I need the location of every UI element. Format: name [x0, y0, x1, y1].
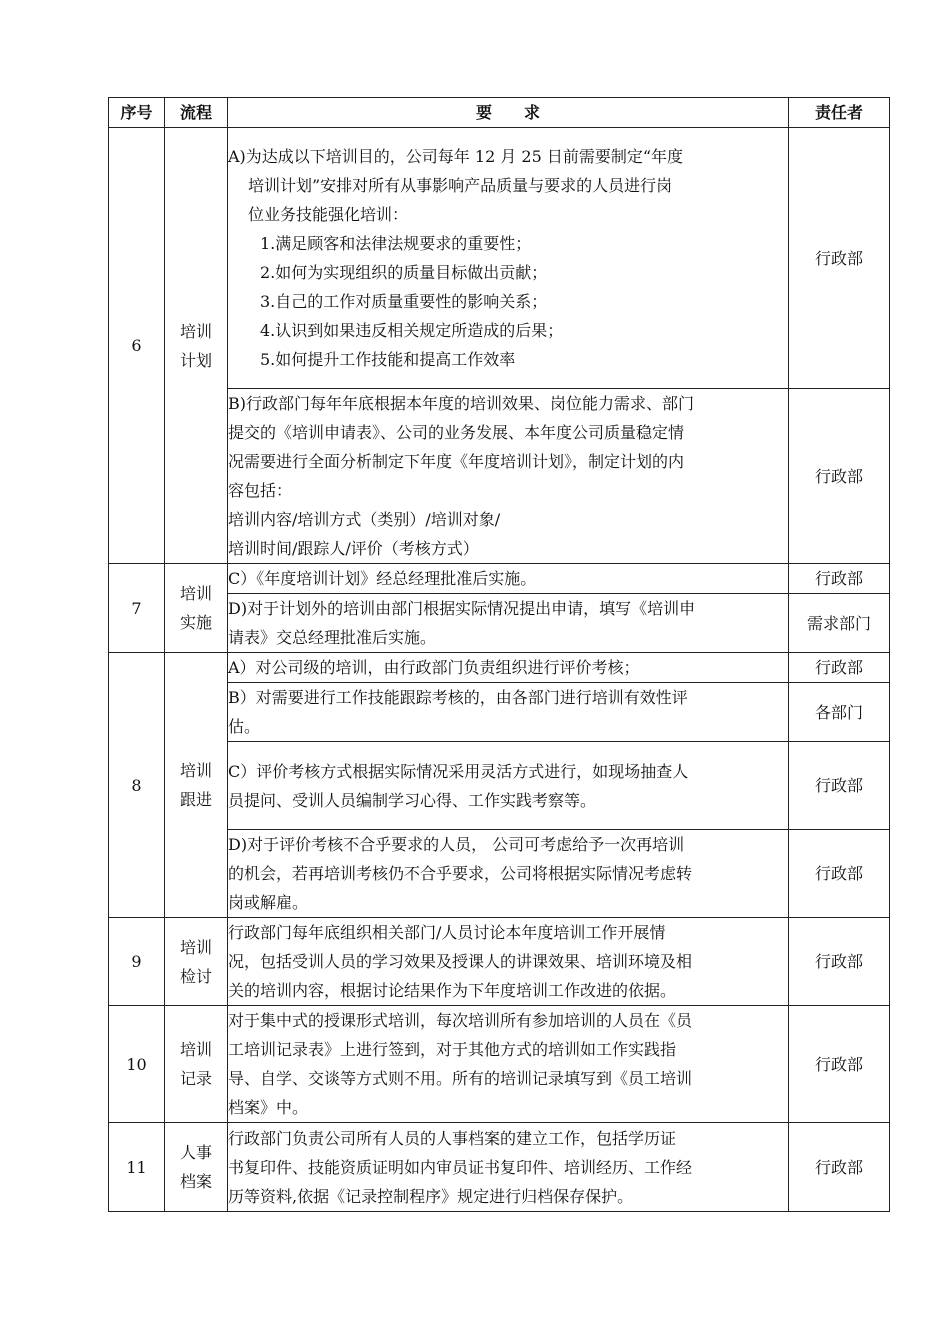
requirement-line: 关的培训内容，根据讨论结果作为下年度培训工作改进的依据。	[228, 981, 677, 1000]
requirement-line: D)对于计划外的培训由部门根据实际情况提出申请，填写《培训申	[228, 599, 696, 618]
flow-label: 跟进	[179, 790, 212, 809]
row-number: 7	[109, 564, 165, 653]
header-row	[109, 98, 890, 128]
requirement-line: 培训计划”安排对所有从事影响产品质量与要求的人员进行岗	[248, 176, 673, 195]
requirement-line: 位业务技能强化培训：	[248, 205, 409, 224]
responsible-cell: 行政部	[789, 830, 890, 918]
responsible-cell: 行政部	[789, 1006, 890, 1123]
flow-label: 培训	[179, 321, 212, 341]
row-number: 6	[109, 128, 165, 564]
responsible-cell: 需求部门	[789, 594, 890, 653]
requirement-line: 岗或解雇。	[228, 893, 309, 912]
row-number: 10	[109, 1006, 165, 1123]
requirement-line: B)行政部门每年年底根据本年度的培训效果、岗位能力需求、部门	[228, 394, 695, 413]
requirement-line: 培训时间/跟踪人/评价（考核方式）	[228, 539, 479, 558]
responsible-cell: 行政部	[789, 128, 890, 389]
header-flow: 流程	[165, 98, 228, 128]
responsible-cell: 行政部	[789, 1123, 890, 1212]
header-responsible: 责任者	[789, 98, 890, 128]
flow-label: 记录	[179, 1069, 212, 1088]
requirement-line: 3.自己的工作对质量重要性的影响关系；	[260, 292, 548, 311]
responsible-cell: 行政部	[789, 742, 890, 830]
requirement-line: 容包括：	[228, 481, 293, 500]
flow-label: 培训	[179, 937, 212, 957]
table-row	[109, 128, 890, 389]
requirement-cell	[228, 389, 789, 564]
flow-label: 培训	[179, 1040, 212, 1059]
table-row	[109, 918, 890, 1006]
flow-label: 计划	[179, 350, 212, 370]
requirement-line: 历等资料,依据《记录控制程序》规定进行归档保存保护。	[228, 1186, 634, 1206]
flow-cell	[165, 1123, 228, 1212]
flow-cell	[165, 128, 228, 564]
requirement-line: A)为达成以下培训目的，公司每年 12 月 25 日前需要制定“年度	[228, 147, 684, 166]
requirement-cell	[228, 594, 789, 653]
flow-cell	[165, 564, 228, 653]
requirement-line: 的机会，若再培训考核仍不合乎要求，公司将根据实际情况考虑转	[228, 864, 693, 883]
requirement-line: 培训内容/培训方式（类别）/培训对象/	[228, 510, 501, 529]
requirement-line: D)对于评价考核不合乎要求的人员， 公司可考虑给予一次再培训	[228, 835, 685, 854]
responsible-cell: 行政部	[789, 653, 890, 683]
requirement-line: 书复印件、技能资质证明如内审员证书复印件、培训经历、工作经	[228, 1157, 693, 1177]
flow-cell	[165, 653, 228, 918]
flow-label: 实施	[179, 613, 212, 632]
requirement-cell	[228, 742, 789, 830]
flow-label: 人事	[179, 1143, 212, 1162]
requirement-line: 5.如何提升工作技能和提高工作效率	[260, 350, 516, 369]
requirement-line: 对于集中式的授课形式培训，每次培训所有参加培训的人员在《员	[228, 1011, 693, 1030]
responsible-cell: 行政部	[789, 918, 890, 1006]
flow-label: 检讨	[179, 966, 212, 986]
responsible-cell: 行政部	[789, 564, 890, 594]
flow-label: 培训	[179, 584, 212, 603]
responsible-cell: 各部门	[789, 683, 890, 742]
requirement-line: 工培训记录表》上进行签到，对于其他方式的培训如工作实践指	[228, 1040, 677, 1059]
requirement-line: B）对需要进行工作技能跟踪考核的，由各部门进行培训有效性评	[228, 688, 688, 707]
table-row	[109, 1006, 890, 1123]
requirement-cell	[228, 683, 789, 742]
requirement-line: 档案》中。	[228, 1098, 309, 1117]
table-row	[109, 1123, 890, 1212]
requirement-cell	[228, 564, 789, 594]
flow-label: 档案	[179, 1172, 212, 1191]
flow-label: 培训	[179, 761, 212, 780]
table-row	[109, 653, 890, 683]
requirement-line: 提交的《培训申请表》、公司的业务发展、本年度公司质量稳定情	[228, 423, 685, 442]
requirement-line: 行政部门负责公司所有人员的人事档案的建立工作，包括学历证	[228, 1128, 677, 1148]
requirement-cell	[228, 918, 789, 1006]
requirement-line: 估。	[228, 717, 261, 736]
row-number: 9	[109, 918, 165, 1006]
requirement-cell	[228, 653, 789, 683]
requirement-line: 况，包括受训人员的学习效果及授课人的讲课效果、培训环境及相	[228, 952, 693, 971]
requirement-line: 2.如何为实现组织的质量目标做出贡献；	[260, 263, 548, 282]
requirement-line: A）对公司级的培训，由行政部门负责组织进行评价考核；	[228, 658, 640, 677]
requirement-cell	[228, 1123, 789, 1212]
responsible-cell: 行政部	[789, 389, 890, 564]
requirement-line: 况需要进行全面分析制定下年度《年度培训计划》，制定计划的内	[228, 452, 685, 471]
row-number: 11	[109, 1123, 165, 1212]
flow-cell	[165, 918, 228, 1006]
row-number: 8	[109, 653, 165, 918]
requirement-line: 请表》交总经理批准后实施。	[228, 628, 437, 647]
requirement-line: 导、自学、交谈等方式则不用。所有的培训记录填写到《员工培训	[228, 1069, 693, 1088]
header-requirements: 要 求	[228, 98, 789, 128]
requirement-line: 行政部门每年底组织相关部门/人员讨论本年度培训工作开展情	[228, 923, 666, 942]
header-no: 序号	[109, 98, 165, 128]
requirement-line: 1.满足顾客和法律法规要求的重要性；	[260, 234, 532, 253]
table-row	[109, 564, 890, 594]
requirement-cell	[228, 128, 789, 389]
procedure-table	[108, 97, 890, 1212]
requirement-line: C）评价考核方式根据实际情况采用灵活方式进行，如现场抽查人	[228, 761, 689, 781]
requirement-cell	[228, 830, 789, 918]
requirement-line: C）《年度培训计划》经总经理批准后实施。	[228, 569, 537, 588]
requirement-line: 4.认识到如果违反相关规定所造成的后果；	[260, 321, 564, 340]
flow-cell	[165, 1006, 228, 1123]
requirement-cell	[228, 1006, 789, 1123]
requirement-line: 员提问、受训人员编制学习心得、工作实践考察等。	[228, 790, 597, 810]
